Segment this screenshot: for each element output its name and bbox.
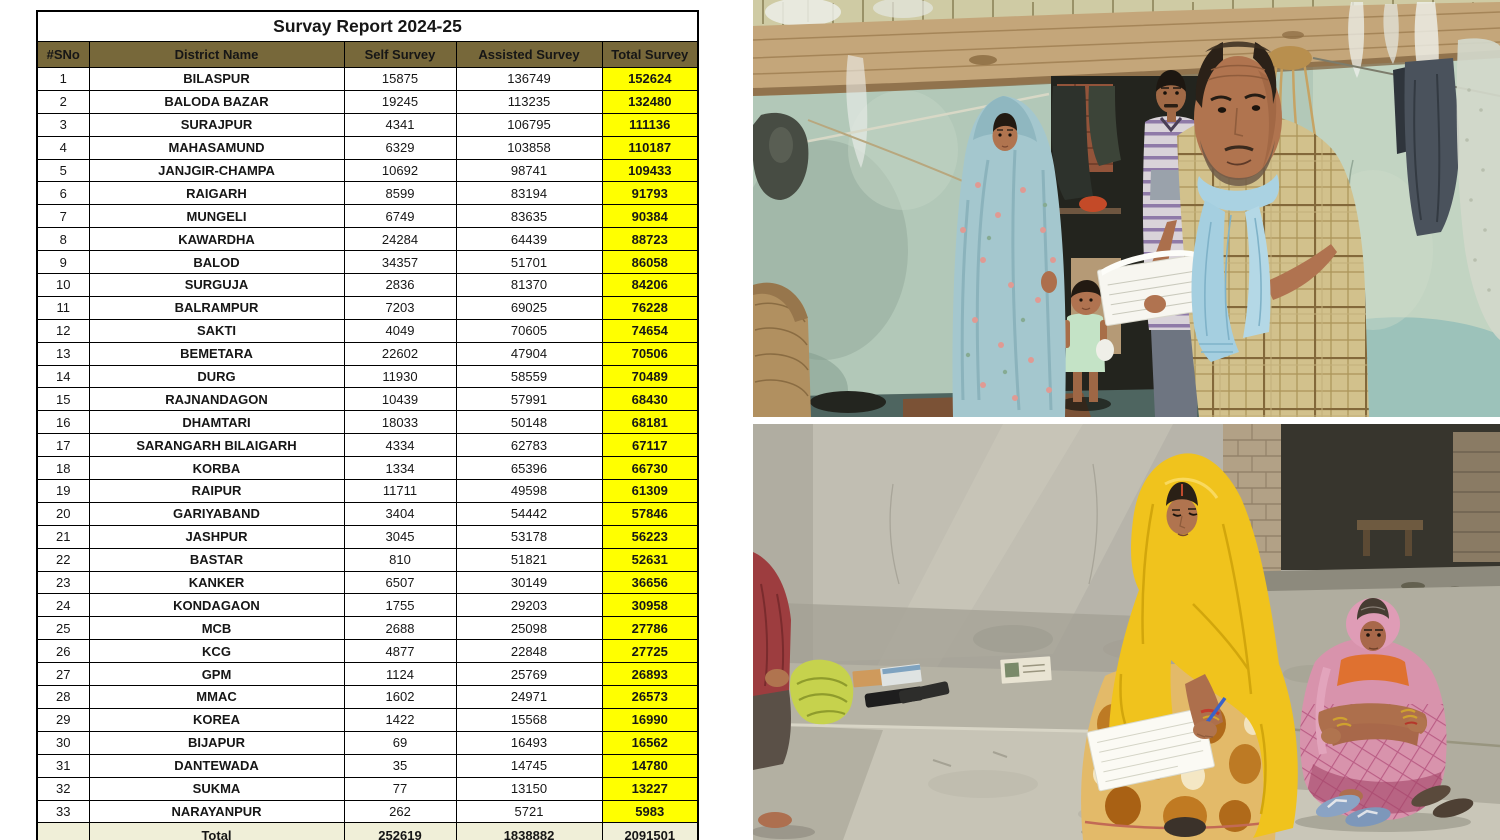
- table-row: [37, 594, 698, 617]
- cell-district: GARIYABAND: [89, 502, 344, 525]
- cell-total-survey: 27786: [602, 617, 698, 640]
- cell-assisted-survey: 64439: [456, 228, 602, 251]
- cell-assisted-survey: 13150: [456, 777, 602, 800]
- cell-sno: 19: [37, 480, 89, 503]
- cell-sno: 27: [37, 663, 89, 686]
- cell-total-survey: 88723: [602, 228, 698, 251]
- cell-sno: 2: [37, 90, 89, 113]
- table-row: [37, 319, 698, 342]
- cell-total-survey: 36656: [602, 571, 698, 594]
- cell-district: KANKER: [89, 571, 344, 594]
- cell-district: KCG: [89, 640, 344, 663]
- cell-self-survey: 8599: [344, 182, 456, 205]
- cell-district: DURG: [89, 365, 344, 388]
- cell-total-survey: 86058: [602, 251, 698, 274]
- table-row: [37, 388, 698, 411]
- cell-district: BALRAMPUR: [89, 296, 344, 319]
- cell-assisted-survey: 51701: [456, 251, 602, 274]
- cell-sno: 9: [37, 251, 89, 274]
- table-row: [37, 90, 698, 113]
- cell-assisted-survey: 62783: [456, 434, 602, 457]
- cell-total-survey: 70506: [602, 342, 698, 365]
- cell-self-survey: 22602: [344, 342, 456, 365]
- cell-assisted-survey: 53178: [456, 525, 602, 548]
- cell-assisted-survey: 103858: [456, 136, 602, 159]
- cell-total-self-survey: 252619: [344, 823, 456, 840]
- cell-assisted-survey: 29203: [456, 594, 602, 617]
- cell-assisted-survey: 54442: [456, 502, 602, 525]
- cell-sno: 3: [37, 113, 89, 136]
- cell-self-survey: 35: [344, 754, 456, 777]
- cell-self-survey: 2688: [344, 617, 456, 640]
- cell-total-survey: 26893: [602, 663, 698, 686]
- cell-self-survey: 3404: [344, 502, 456, 525]
- table-row: [37, 777, 698, 800]
- woman-saree-figure: [952, 96, 1065, 417]
- cell-total-survey: 152624: [602, 68, 698, 91]
- cell-total-survey: 56223: [602, 525, 698, 548]
- table-row: [37, 342, 698, 365]
- cell-total-survey: 110187: [602, 136, 698, 159]
- table-row: [37, 68, 698, 91]
- cell-district: BASTAR: [89, 548, 344, 571]
- table-row: [37, 480, 698, 503]
- cell-total-survey: 74654: [602, 319, 698, 342]
- cell-total-survey: 76228: [602, 296, 698, 319]
- cell-self-survey: 3045: [344, 525, 456, 548]
- table-row: [37, 113, 698, 136]
- cell-self-survey: 10692: [344, 159, 456, 182]
- cell-total-survey: 16990: [602, 708, 698, 731]
- cell-self-survey: 18033: [344, 411, 456, 434]
- table-row: [37, 136, 698, 159]
- col-header-sno: #SNo: [37, 42, 89, 68]
- cell-sno: 20: [37, 502, 89, 525]
- cell-self-survey: 4049: [344, 319, 456, 342]
- cell-total-survey: 52631: [602, 548, 698, 571]
- cell-sno: 30: [37, 731, 89, 754]
- cell-total-survey: 30958: [602, 594, 698, 617]
- cell-assisted-survey: 14745: [456, 754, 602, 777]
- cell-assisted-survey: 25098: [456, 617, 602, 640]
- cell-district: MAHASAMUND: [89, 136, 344, 159]
- title-row: [37, 11, 698, 42]
- table-row: [37, 457, 698, 480]
- dark-doorway: [1223, 424, 1500, 594]
- report-title: Survay Report 2024-25: [37, 11, 698, 42]
- table-row: [37, 228, 698, 251]
- cell-self-survey: 1334: [344, 457, 456, 480]
- cell-total-assisted-survey: 1838882: [456, 823, 602, 840]
- col-header-self-survey: Self Survey: [344, 42, 456, 68]
- col-header-district: District Name: [89, 42, 344, 68]
- table-row: [37, 525, 698, 548]
- cell-total-survey: 5983: [602, 800, 698, 823]
- cell-district: SARANGARH BILAIGARH: [89, 434, 344, 457]
- table-row: [37, 365, 698, 388]
- cell-total-blank: [37, 823, 89, 840]
- cell-self-survey: 1602: [344, 686, 456, 709]
- cell-assisted-survey: 113235: [456, 90, 602, 113]
- cell-self-survey: 11930: [344, 365, 456, 388]
- table-row: [37, 274, 698, 297]
- cell-assisted-survey: 15568: [456, 708, 602, 731]
- survey-table-section: [36, 10, 697, 840]
- cell-sno: 33: [37, 800, 89, 823]
- cell-total-survey: 26573: [602, 686, 698, 709]
- total-row: [37, 823, 698, 840]
- survey-table-body: [37, 68, 698, 823]
- cell-district: KOREA: [89, 708, 344, 731]
- cell-sno: 14: [37, 365, 89, 388]
- table-row: [37, 182, 698, 205]
- cell-district: SURAJPUR: [89, 113, 344, 136]
- cell-sno: 8: [37, 228, 89, 251]
- cell-total-survey: 109433: [602, 159, 698, 182]
- cell-assisted-survey: 24971: [456, 686, 602, 709]
- cell-total-survey: 91793: [602, 182, 698, 205]
- table-row: [37, 617, 698, 640]
- cell-sno: 10: [37, 274, 89, 297]
- table-row: [37, 548, 698, 571]
- table-row: [37, 434, 698, 457]
- cell-sno: 11: [37, 296, 89, 319]
- table-row: [37, 205, 698, 228]
- cell-self-survey: 1755: [344, 594, 456, 617]
- cell-sno: 15: [37, 388, 89, 411]
- table-row: [37, 296, 698, 319]
- cell-self-survey: 1422: [344, 708, 456, 731]
- table-row: [37, 251, 698, 274]
- cell-assisted-survey: 50148: [456, 411, 602, 434]
- table-row: [37, 571, 698, 594]
- cell-district: BIJAPUR: [89, 731, 344, 754]
- cell-sno: 22: [37, 548, 89, 571]
- cell-total-survey: 16562: [602, 731, 698, 754]
- cell-district: DANTEWADA: [89, 754, 344, 777]
- cell-district: BILASPUR: [89, 68, 344, 91]
- cell-sno: 28: [37, 686, 89, 709]
- cell-sno: 4: [37, 136, 89, 159]
- cell-district: JASHPUR: [89, 525, 344, 548]
- cell-sno: 25: [37, 617, 89, 640]
- cell-assisted-survey: 57991: [456, 388, 602, 411]
- cell-sno: 16: [37, 411, 89, 434]
- cell-sno: 12: [37, 319, 89, 342]
- cell-total-survey: 13227: [602, 777, 698, 800]
- cell-district: SURGUJA: [89, 274, 344, 297]
- cell-total-total-survey: 2091501: [602, 823, 698, 840]
- cell-sno: 29: [37, 708, 89, 731]
- cell-total-survey: 132480: [602, 90, 698, 113]
- cell-assisted-survey: 16493: [456, 731, 602, 754]
- cell-self-survey: 1124: [344, 663, 456, 686]
- cell-total-survey: 70489: [602, 365, 698, 388]
- cell-self-survey: 7203: [344, 296, 456, 319]
- cell-total-survey: 27725: [602, 640, 698, 663]
- cell-district: GPM: [89, 663, 344, 686]
- cell-district: BEMETARA: [89, 342, 344, 365]
- cell-sno: 21: [37, 525, 89, 548]
- cell-self-survey: 810: [344, 548, 456, 571]
- cell-assisted-survey: 5721: [456, 800, 602, 823]
- cell-district: DHAMTARI: [89, 411, 344, 434]
- cell-assisted-survey: 49598: [456, 480, 602, 503]
- cell-self-survey: 24284: [344, 228, 456, 251]
- table-row: [37, 159, 698, 182]
- cell-self-survey: 2836: [344, 274, 456, 297]
- cell-district: RAIPUR: [89, 480, 344, 503]
- cell-self-survey: 6749: [344, 205, 456, 228]
- cell-district: BALOD: [89, 251, 344, 274]
- photo-seated-survey-image: [753, 424, 1500, 840]
- cell-self-survey: 262: [344, 800, 456, 823]
- cell-self-survey: 11711: [344, 480, 456, 503]
- cell-self-survey: 77: [344, 777, 456, 800]
- cell-assisted-survey: 25769: [456, 663, 602, 686]
- cell-district: SAKTI: [89, 319, 344, 342]
- cell-self-survey: 6507: [344, 571, 456, 594]
- cell-district: KAWARDHA: [89, 228, 344, 251]
- cell-total-survey: 68430: [602, 388, 698, 411]
- table-row: [37, 686, 698, 709]
- cell-assisted-survey: 136749: [456, 68, 602, 91]
- cell-district: RAIGARH: [89, 182, 344, 205]
- cell-total-survey: 14780: [602, 754, 698, 777]
- cell-total-survey: 61309: [602, 480, 698, 503]
- cell-district: JANJGIR-CHAMPA: [89, 159, 344, 182]
- cell-assisted-survey: 69025: [456, 296, 602, 319]
- table-row: [37, 731, 698, 754]
- cell-total-survey: 90384: [602, 205, 698, 228]
- photo-seated-survey: [753, 424, 1500, 840]
- cell-sno: 17: [37, 434, 89, 457]
- survey-table: [36, 10, 699, 840]
- cell-sno: 6: [37, 182, 89, 205]
- cell-district: NARAYANPUR: [89, 800, 344, 823]
- cell-district: KORBA: [89, 457, 344, 480]
- cell-sno: 1: [37, 68, 89, 91]
- cell-assisted-survey: 47904: [456, 342, 602, 365]
- table-row: [37, 754, 698, 777]
- table-row: [37, 800, 698, 823]
- cell-total-survey: 66730: [602, 457, 698, 480]
- cell-district: RAJNANDAGON: [89, 388, 344, 411]
- photo-doorstep-survey-image: [753, 0, 1500, 417]
- cell-district: KONDAGAON: [89, 594, 344, 617]
- cell-self-survey: 4334: [344, 434, 456, 457]
- photo-doorstep-survey: [753, 0, 1500, 417]
- cell-self-survey: 19245: [344, 90, 456, 113]
- cell-assisted-survey: 51821: [456, 548, 602, 571]
- table-row: [37, 411, 698, 434]
- cell-total-survey: 84206: [602, 274, 698, 297]
- cell-sno: 18: [37, 457, 89, 480]
- cell-assisted-survey: 22848: [456, 640, 602, 663]
- table-row: [37, 708, 698, 731]
- cell-district: SUKMA: [89, 777, 344, 800]
- cell-sno: 26: [37, 640, 89, 663]
- cell-total-survey: 67117: [602, 434, 698, 457]
- cell-self-survey: 10439: [344, 388, 456, 411]
- header-row: [37, 42, 698, 68]
- cell-assisted-survey: 65396: [456, 457, 602, 480]
- cell-self-survey: 4877: [344, 640, 456, 663]
- table-row: [37, 640, 698, 663]
- cell-assisted-survey: 106795: [456, 113, 602, 136]
- cell-district: MUNGELI: [89, 205, 344, 228]
- cell-self-survey: 4341: [344, 113, 456, 136]
- cell-assisted-survey: 81370: [456, 274, 602, 297]
- col-header-assisted-survey: Assisted Survey: [456, 42, 602, 68]
- cell-total-survey: 111136: [602, 113, 698, 136]
- cell-total-label: Total: [89, 823, 344, 840]
- cell-assisted-survey: 30149: [456, 571, 602, 594]
- cell-assisted-survey: 83635: [456, 205, 602, 228]
- cell-self-survey: 15875: [344, 68, 456, 91]
- table-row: [37, 502, 698, 525]
- cell-total-survey: 68181: [602, 411, 698, 434]
- cell-self-survey: 6329: [344, 136, 456, 159]
- cell-self-survey: 69: [344, 731, 456, 754]
- cell-sno: 31: [37, 754, 89, 777]
- cell-district: MCB: [89, 617, 344, 640]
- cell-assisted-survey: 98741: [456, 159, 602, 182]
- cell-assisted-survey: 58559: [456, 365, 602, 388]
- cell-assisted-survey: 70605: [456, 319, 602, 342]
- cell-sno: 32: [37, 777, 89, 800]
- cell-assisted-survey: 83194: [456, 182, 602, 205]
- col-header-total-survey: Total Survey: [602, 42, 698, 68]
- cell-sno: 24: [37, 594, 89, 617]
- cell-sno: 13: [37, 342, 89, 365]
- table-row: [37, 663, 698, 686]
- cell-self-survey: 34357: [344, 251, 456, 274]
- cell-district: MMAC: [89, 686, 344, 709]
- cell-sno: 7: [37, 205, 89, 228]
- cell-district: BALODA BAZAR: [89, 90, 344, 113]
- cell-sno: 5: [37, 159, 89, 182]
- cell-sno: 23: [37, 571, 89, 594]
- cell-total-survey: 57846: [602, 502, 698, 525]
